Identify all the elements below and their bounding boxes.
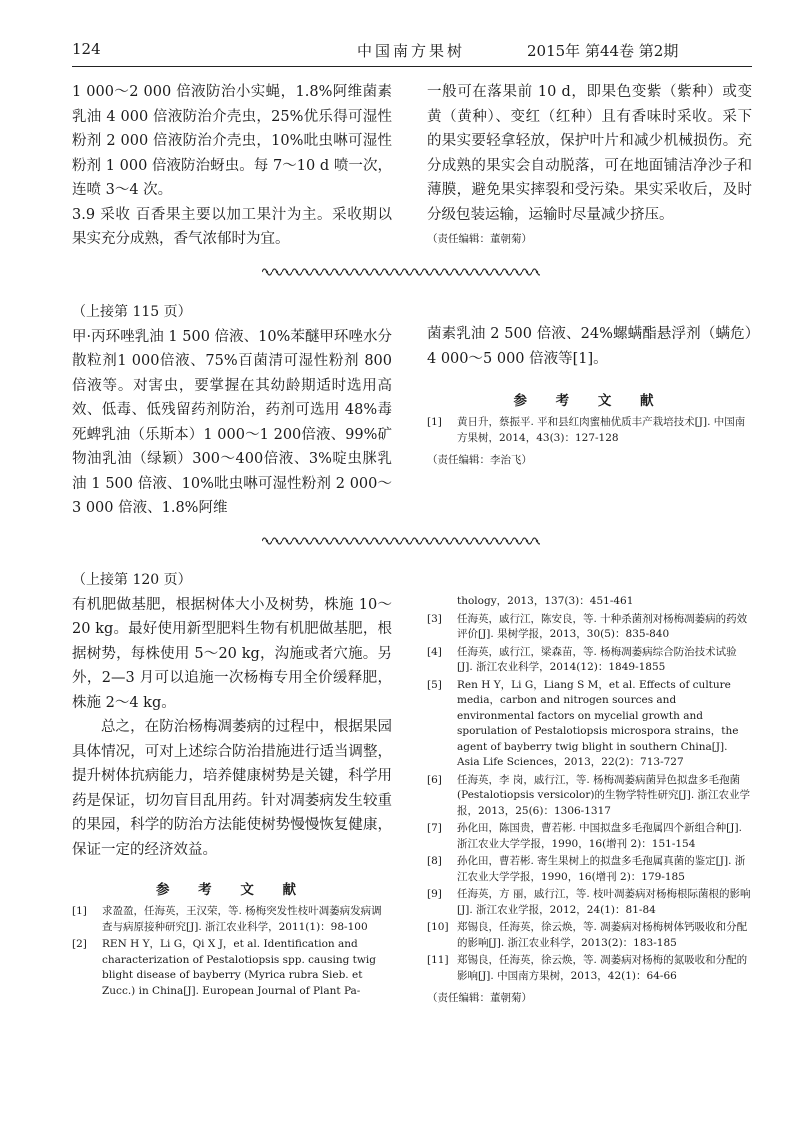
journal-name: 中国南方果树 [357,42,466,60]
paragraph: 一般可在落果前 10 d，即果色变紫（紫种）或变黄（黄种）、变红（红种）且有香味时采收。采下的果实要轻拿轻放，保护叶片和减少机械损伤。充分成熟的果实会自动脱落，可在地面铺洁净沙子和薄膜，避免果实摔裂和受污染。果实采收后，及时分级包装运输，运输时尽量减少挤压。 [427,84,752,223]
continued-label: （上接第 115 页） [72,304,192,320]
continued-label: （上接第 120 页） [72,572,192,588]
paragraph: 甲·丙环唑乳油 1 500 倍液、10%苯醚甲环唑水分散粒剂1 000倍液、75%百菌清可湿性粉剂 800 倍液等。对害虫，要掌握在其幼龄期适时选用高效、低毒、低残留药剂防治，药剂可选用 48%毒死蜱乳油（乐斯本）1 000～1 200倍液、99%矿物油乳油（绿颖）300～400倍液、3%啶虫脒乳油 1 500 倍液、10%吡虫啉可湿性粉剂 2 000～3 000 倍液、1.8%阿维 [72,328,392,516]
reference-item [72,904,392,935]
reference-item [427,953,752,984]
reference-item [427,645,752,676]
reference-number: [4] [427,645,442,658]
reference-text: 求盈盈，任海英，王汉荣，等. 杨梅突发性枝叶凋萎病发病调查与病原接种研究[J]. 浙江农业科学，2011(1)：98-100 [102,905,382,933]
reference-number: [11] [427,954,449,966]
page-header [72,40,752,60]
reference-number: [2] [72,938,87,950]
reference-text: 郑锡良，任海英，徐云焕，等. 凋萎病对杨梅的氮吸收和分配的影响[J]. 中国南方果树，2013，42(1)：64-66 [457,954,748,982]
reference-number: [1] [72,905,87,917]
reference-text: 孙化田，陈国贵，曹若彬. 中国拟盘多毛孢属四个新组合种[J]. 浙江农业大学学报，1990，16(增刊 2)：151-154 [457,822,742,850]
reference-number: [9] [427,888,442,900]
page-number: 124 [72,40,101,58]
section3-right-column [427,594,752,1011]
reference-number: [8] [427,855,442,867]
references-title: 参 考 文 献 [513,393,666,409]
paragraph: 有机肥做基肥，根据树体大小及树势，株施 10～20 kg。最好使用新型肥料生物有机肥做基肥，根据树势，每株使用 5～20 kg，沟施或者穴施。另外，2—3 月可以追施一次杨梅专用全价缓释肥，株施 2～4 kg。 [72,596,392,711]
reference-text: 任海英，戚行江，梁森苗，等. 杨梅凋萎病综合防治技术试验[J]. 浙江农业科学，2014(12)：1849-1855 [457,645,737,673]
reference-text: REN H Y，Li G，Qi X J，et al. Identification and characterization of Pestalotiopsis spp. causing twig blight disease of bayberry (Myrica rubra Sieb. et Zucc.) in China[J]. European Journal of Plant Pa- [102,938,376,997]
reference-text: 黄日升，蔡振平. 平和县红肉蜜柚优质丰产栽培技术[J]. 中国南方果树，2014，43(3)：127-128 [457,416,746,444]
reference-number: [6] [427,773,442,786]
reference-text: Ren H Y，Li G，Liang S M，et al. Effects of culture media，carbon and nitrogen sources and environmental factors on mycelial growth and sporulation of Pestalotiopsis microspora strains，the agent of bayberry twig blight in southern China[J]. Asia Life Sciences，2013，22(2)：713-727 [457,678,739,768]
reference-item [427,415,752,446]
reference-text: thology，2013，137(3)：451-461 [457,595,634,607]
reference-text: 任海英，戚行江，陈安良，等. 十种杀菌剂对杨梅凋萎病的药效评价[J]. 果树学报，2013，30(5)：835-840 [457,612,748,640]
reference-item [72,937,392,999]
editor-note: （责任编辑：董朝菊） [427,992,532,1004]
reference-text: 郑锡良，任海英，徐云焕，等. 凋萎病对杨梅树体钙吸收和分配的影响[J]. 浙江农业科学，2013(2)：183-185 [457,921,748,949]
ornament-divider [262,535,540,547]
paragraph: 1 000～2 000 倍液防治小实蝇，1.8%阿维菌素乳油 4 000 倍液防治介壳虫，25%优乐得可湿性粉剂 2 000 倍液防治介壳虫，10%吡虫啉可湿性粉剂 1 000 倍液防治蚜虫。每 7～10 d 喷一次，连喷 3～4 次。 [72,84,392,198]
reference-text: 孙化田，曹若彬. 寄生果树上的拟盘多毛孢属真菌的鉴定[J]. 浙江农业大学学报，1990，16(增刊 2)：179-185 [457,855,746,883]
section3-left-column [72,568,392,1001]
reference-item [427,612,752,643]
reference-number: [3] [427,612,442,625]
reference-number: [7] [427,822,442,834]
paragraph: 3.9 采收 百香果主要以加工果汁为主。采收期以果实充分成熟，香气浓郁时为宜。 [72,206,392,247]
reference-number: [5] [427,678,442,691]
editor-note: （责任编辑：董朝菊） [427,233,532,245]
reference-item [427,594,752,610]
editor-note: （责任编辑：李治飞） [427,454,532,466]
reference-item [427,854,752,885]
reference-text: 任海英，方 丽，戚行江，等. 枝叶凋萎病对杨梅根际菌根的影响[J]. 浙江农业学报，2012，24(1)：81-84 [457,888,751,916]
ornament-divider [262,266,540,278]
reference-item [427,773,752,820]
reference-item [427,821,752,852]
header-rule [72,66,752,67]
references-title: 参 考 文 献 [155,882,309,898]
section2-right-column [427,322,752,473]
section1-left-column [72,80,392,252]
reference-item [427,920,752,951]
issue-info: 2015年 第44卷 第2期 [527,42,679,60]
reference-item [427,887,752,918]
reference-number: [10] [427,921,449,933]
section2-left-column [72,300,392,521]
paragraph: 总之，在防治杨梅凋萎病的过程中，根据果园具体情况，可对上述综合防治措施进行适当调整，提升树体抗病能力，培养健康树势是关键，科学用药是保证，切勿盲目乱用药。针对凋萎病发生较重的果园，科学的防治方法能使树势慢慢恢复健康，保证一定的经济效益。 [72,719,392,858]
paragraph: 菌素乳油 2 500 倍液、24%螺螨酯悬浮剂（螨危）4 000～5 000 倍液等[1]。 [427,326,752,367]
reference-text: 任海英，李 岗，戚行江，等. 杨梅凋萎病菌异色拟盘多毛孢菌(Pestalotiopsis versicolor)的生物学特性研究[J]. 浙江农业学报，2013，25(6)：1306-1317 [457,773,751,817]
reference-number: [1] [427,416,442,428]
section1-right-column [427,80,752,252]
reference-item [427,678,752,771]
